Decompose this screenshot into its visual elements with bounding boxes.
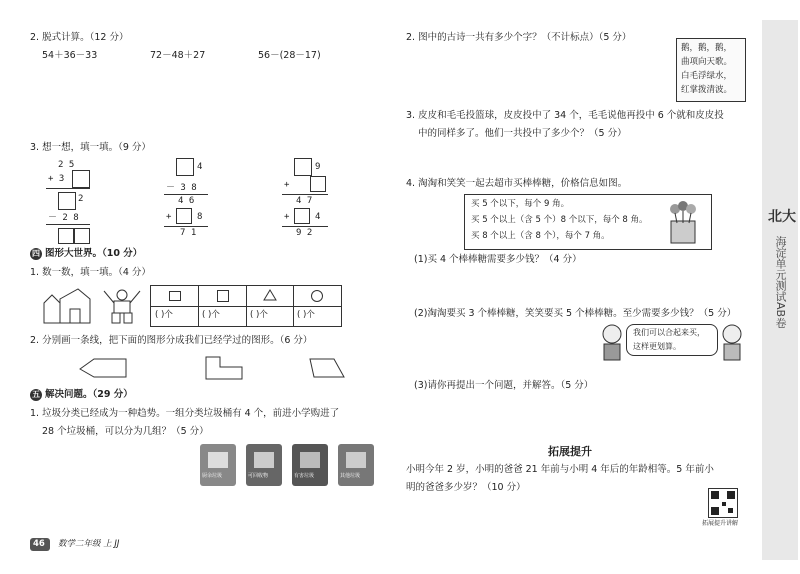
other-bin-label: 其他垃圾 xyxy=(340,473,361,479)
extension-heading: 拓展提升 xyxy=(548,445,592,458)
p3-blank-1[interactable] xyxy=(294,158,312,176)
bubble-line-1: 我们可以合起来买， xyxy=(633,328,705,337)
circle-icon xyxy=(311,290,323,302)
p3-line-2 xyxy=(282,226,328,227)
ext-line1: 小明今年 2 岁，小明的爸爸 21 年前与小明 4 年后的年龄相等。5 年前小 xyxy=(406,464,714,475)
qr-caption: 拓展提升讲解 xyxy=(702,520,739,527)
p3-blank-3[interactable] xyxy=(294,208,310,224)
count-table-col-3 xyxy=(293,286,294,326)
q4-1-title: 1. 数一数，填一填。（4 分） xyxy=(30,267,151,278)
price-box xyxy=(464,194,712,250)
p2-add: + xyxy=(166,212,172,222)
p3-top: 9 xyxy=(315,162,321,172)
p3-blank-2[interactable] xyxy=(310,176,326,192)
p1-blank-4[interactable] xyxy=(74,228,90,244)
section5-icon: 五 xyxy=(32,389,40,399)
p2-line-1 xyxy=(164,194,208,195)
q4-2-title: 2. 分别画一条线，把下面的图形分成我们已经学过的图形。（6 分） xyxy=(30,335,313,346)
p2-blank-2[interactable] xyxy=(176,208,192,224)
spine-title: 海淀单元测试AB卷 xyxy=(774,236,787,329)
p1-line-1 xyxy=(46,188,90,189)
section4-title: 图形大世界。（10 分） xyxy=(45,248,143,259)
p3-add-1: + xyxy=(284,180,290,190)
count-cell-3[interactable]: ( )个 xyxy=(250,310,268,320)
r-q4-sub1: (1)买 4 个棒棒糖需要多少钱？（4 分） xyxy=(414,254,582,265)
bubble-line-2: 这样更划算。 xyxy=(633,342,681,351)
p2-sub: － 3 8 xyxy=(166,183,197,193)
page-number-badge xyxy=(30,538,50,551)
footer-text: 数学二年级 上 JJ xyxy=(58,539,120,549)
count-cell-4[interactable]: ( )个 xyxy=(297,310,315,320)
recycle-bin-label: 可回收物 xyxy=(248,473,269,479)
other-bin-icon xyxy=(338,444,374,486)
count-cell-2[interactable]: ( )个 xyxy=(202,310,220,320)
q5-1-line2: 28 个垃圾桶，可以分为几组？（5 分） xyxy=(42,426,209,437)
robot-figure xyxy=(42,285,142,327)
p3-addend: 4 xyxy=(315,212,321,222)
p1-blank-2[interactable] xyxy=(58,192,76,210)
q2-expr-1: 54＋36－33 xyxy=(42,50,98,61)
count-cell-1[interactable]: ( )个 xyxy=(155,310,173,320)
q5-1-line1: 1. 垃圾分类已经成为一种趋势。一组分类垃圾桶有 4 个，前进小学购进了 xyxy=(30,408,340,419)
qr-code-icon[interactable] xyxy=(708,488,738,518)
kitchen-bin-icon xyxy=(200,444,236,486)
price-line-3: 买 8 个以上（含 8 个），每个 7 角。 xyxy=(471,231,610,241)
poem-line-2: 曲项向天歌。 xyxy=(681,57,733,67)
spine-logo: 北大 xyxy=(768,209,796,225)
p1-sub: － 2 8 xyxy=(48,213,79,223)
section4-icon: 四 xyxy=(32,248,40,258)
section5-title: 解决问题。（29 分） xyxy=(45,389,133,400)
hazardous-bin-icon xyxy=(292,444,328,486)
page-number: 46 xyxy=(33,539,45,549)
p3-result: 9 2 xyxy=(296,228,313,238)
p1-add: + 3 xyxy=(48,174,65,184)
square-icon xyxy=(217,290,229,302)
count-table-col-1 xyxy=(198,286,199,326)
poem-line-3: 白毛浮绿水， xyxy=(681,71,733,81)
poem-card xyxy=(676,38,746,102)
p1-top: 2 5 xyxy=(58,160,75,170)
r-q3-line2: 中的同样多了。他们一共投中了多少个？（5 分） xyxy=(418,128,627,139)
hazardous-bin-label: 有害垃圾 xyxy=(294,473,315,479)
section4-header xyxy=(30,246,142,261)
q2-expr-2: 72－48＋27 xyxy=(150,50,206,61)
p3-mid: 4 7 xyxy=(296,196,313,206)
q3-title: 3. 想一想，填一填。（9 分） xyxy=(30,142,151,153)
q2-expr-3: 56－(28－17) xyxy=(258,50,321,61)
p1-blank-1[interactable] xyxy=(72,170,90,188)
p1-blank-3[interactable] xyxy=(58,228,74,244)
price-line-2: 买 5 个以上（含 5 个）8 个以下，每个 8 角。 xyxy=(471,215,648,225)
p3-add-2: + xyxy=(284,212,290,222)
count-table-col-2 xyxy=(246,286,247,326)
count-table xyxy=(150,285,342,327)
p2-result: 7 1 xyxy=(180,228,197,238)
kitchen-bin-label: 厨余垃圾 xyxy=(202,473,223,479)
p1-line-2 xyxy=(46,224,90,225)
boy-icon xyxy=(598,322,626,362)
r-q3-line1: 3. 皮皮和毛毛投篮球，皮皮投中了 34 个，毛毛说他再投中 6 个就和皮皮投 xyxy=(406,110,724,121)
book-spine xyxy=(762,20,798,560)
rectangle-icon xyxy=(169,291,181,301)
p3-line-1 xyxy=(282,194,328,195)
q2-title: 2. 脱式计算。（12 分） xyxy=(30,32,129,43)
girl-icon xyxy=(718,322,746,362)
r-q4-title: 4. 淘淘和笑笑一起去超市买棒棒糖，价格信息如图。 xyxy=(406,178,628,189)
price-line-1: 买 5 个以下，每个 9 角。 xyxy=(471,199,570,209)
recycle-bin-icon xyxy=(246,444,282,486)
section5-header xyxy=(30,387,133,402)
ext-line2: 明的爸爸多少岁？（10 分） xyxy=(406,482,526,493)
r-q4-sub2: (2)淘淘要买 3 个棒棒糖，笑笑要买 5 个棒棒糖。至少需要多少钱？（5 分） xyxy=(414,308,737,319)
p2-top: 4 xyxy=(197,162,203,172)
speech-bubble xyxy=(626,324,718,356)
p2-mid: 4 6 xyxy=(178,196,195,206)
p2-addend: 8 xyxy=(197,212,203,222)
poem-line-4: 红掌拨清波。 xyxy=(681,85,733,95)
split-shapes xyxy=(70,355,370,381)
lollipop-jar-icon xyxy=(661,199,705,245)
triangle-icon xyxy=(263,289,277,301)
p2-blank-1[interactable] xyxy=(176,158,194,176)
r-q2-title: 2. 图中的古诗一共有多少个字？（不计标点）（5 分） xyxy=(406,32,632,43)
p2-line-2 xyxy=(164,226,208,227)
p1-mid: 2 xyxy=(78,194,84,204)
poem-line-1: 鹅，鹅，鹅， xyxy=(681,43,733,53)
r-q4-sub3: (3)请你再提出一个问题，并解答。（5 分） xyxy=(414,380,594,391)
